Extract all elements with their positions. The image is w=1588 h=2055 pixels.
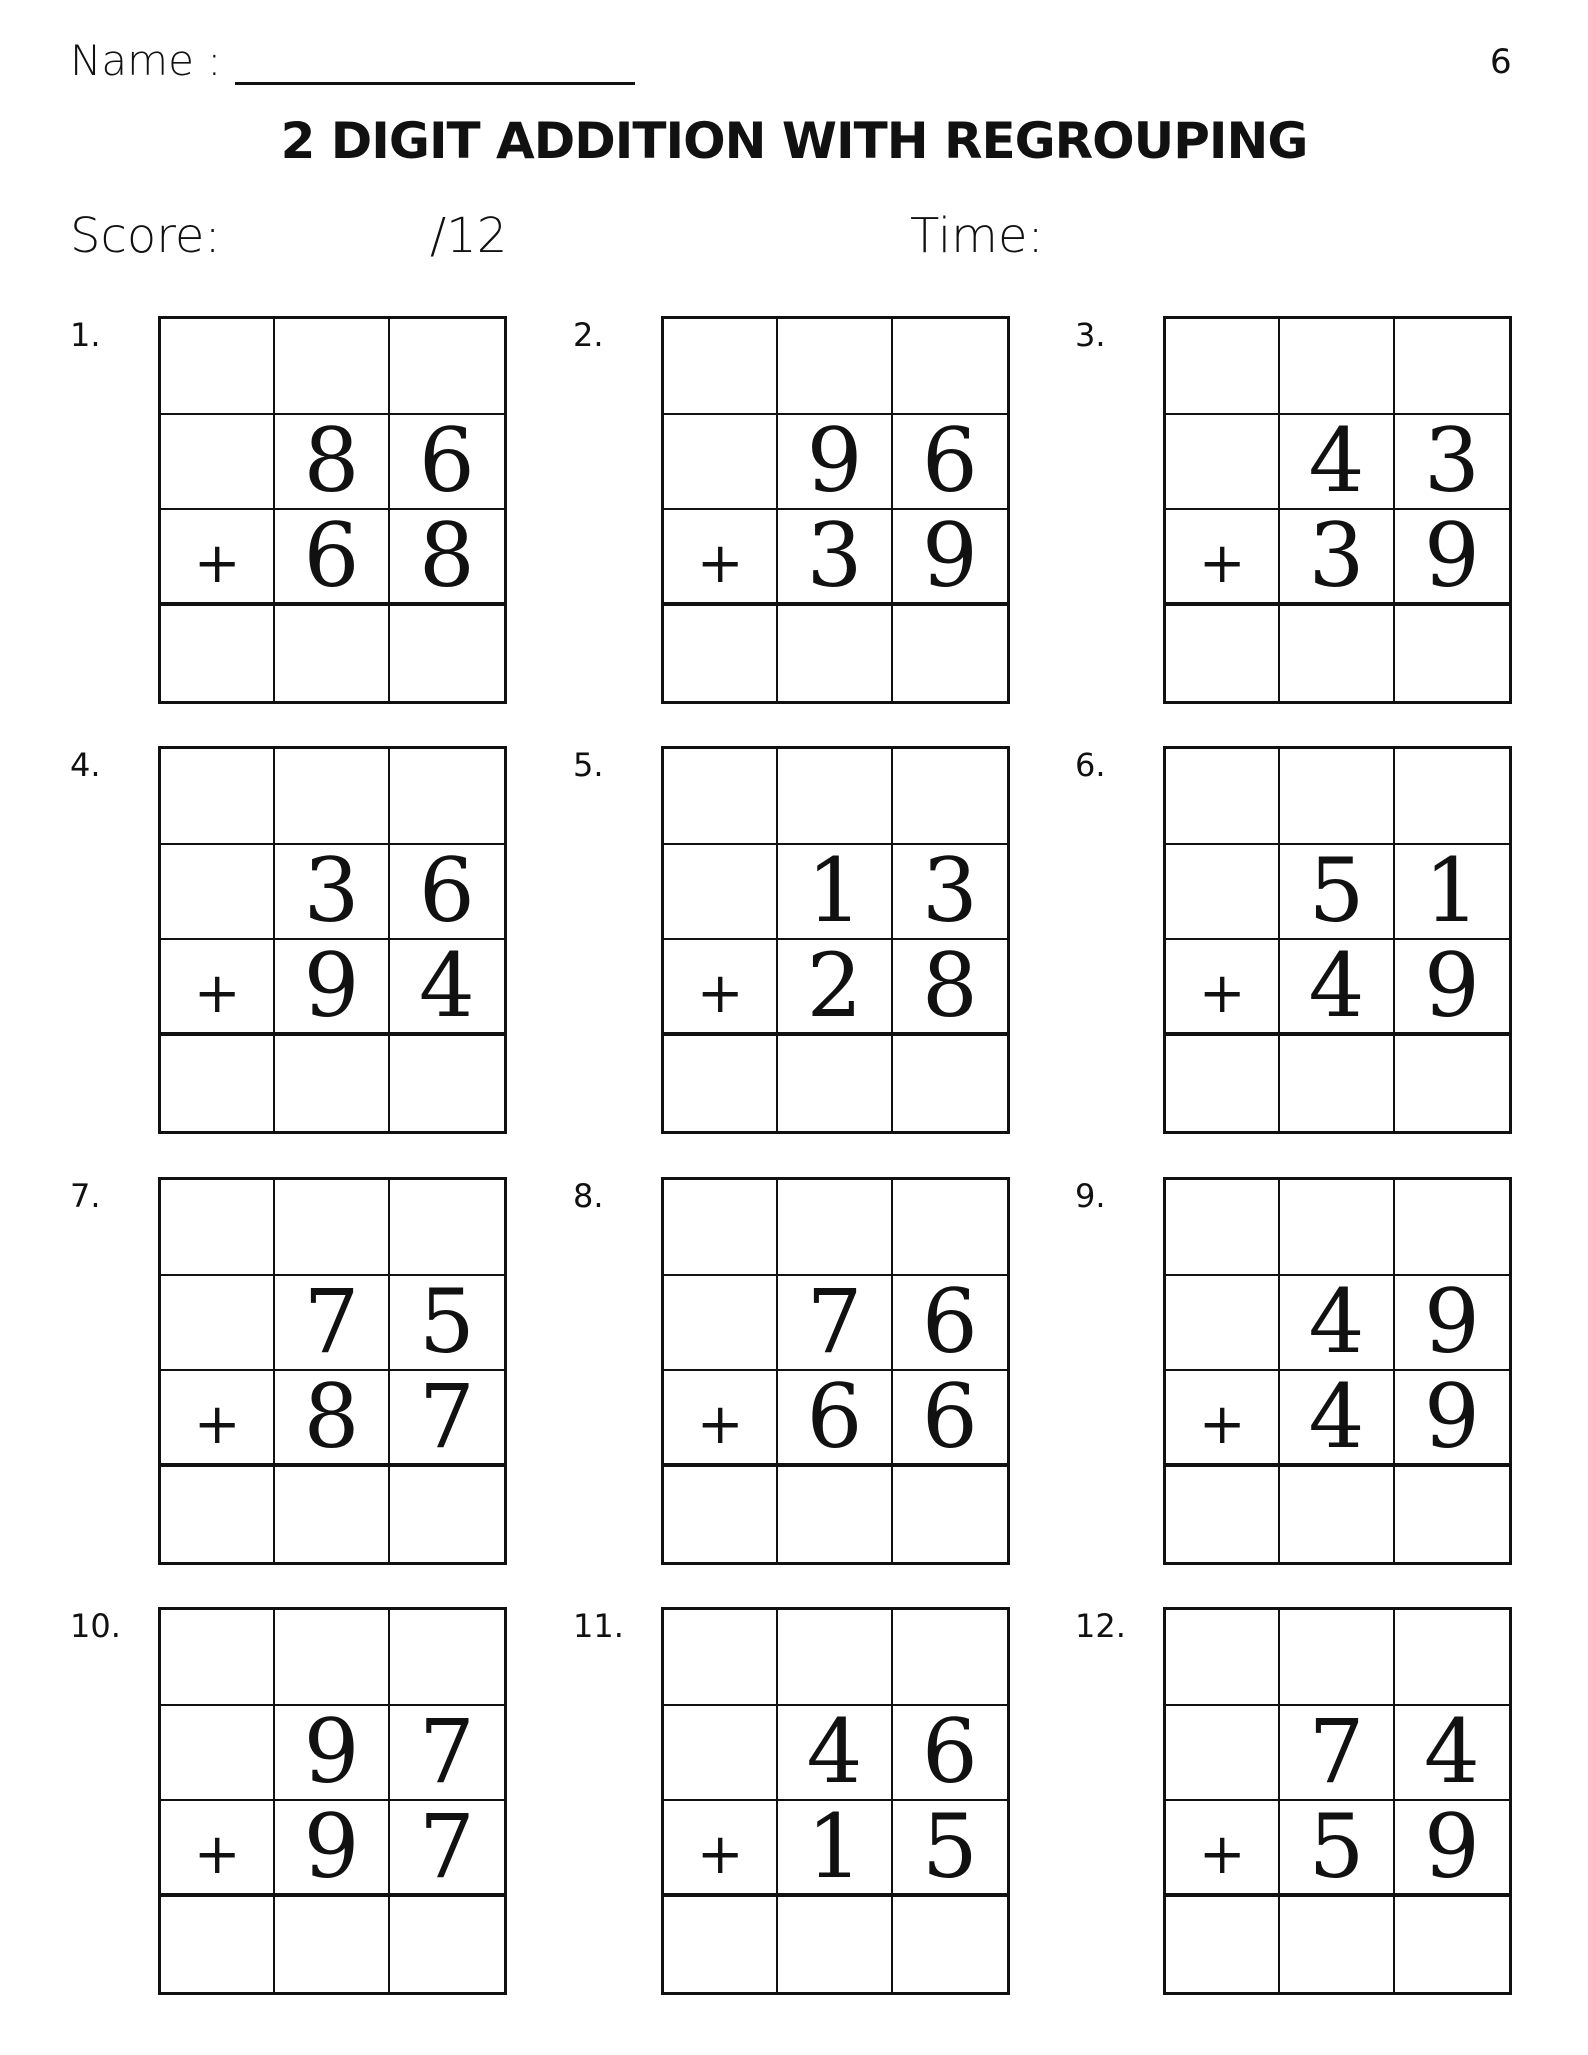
plus-sign: + <box>161 940 275 1036</box>
plus-sign: + <box>161 1371 275 1467</box>
problem-number: 12. <box>1075 1607 1126 1645</box>
carry-cell[interactable] <box>390 749 504 845</box>
carry-cell[interactable] <box>778 1180 892 1276</box>
bottom-digit: 8 <box>893 940 1007 1036</box>
answer-cell[interactable] <box>275 1036 389 1132</box>
plus-sign: + <box>664 1801 778 1897</box>
carry-cell[interactable] <box>893 1180 1007 1276</box>
bottom-digit: 6 <box>778 1371 892 1467</box>
empty-cell <box>1166 1276 1280 1372</box>
bottom-digit: 8 <box>275 1371 389 1467</box>
answer-cell[interactable] <box>1280 1036 1394 1132</box>
bottom-digit: 9 <box>275 940 389 1036</box>
carry-cell[interactable] <box>1280 1180 1394 1276</box>
top-digit: 4 <box>1280 415 1394 511</box>
score-label: Score: <box>70 208 221 264</box>
plus-sign: + <box>664 1371 778 1467</box>
answer-cell[interactable] <box>275 1467 389 1563</box>
addition-grid <box>661 746 1010 1134</box>
bottom-digit: 7 <box>390 1371 504 1467</box>
top-digit: 4 <box>1280 1276 1394 1372</box>
bottom-digit: 9 <box>1395 510 1509 606</box>
problem-10 <box>70 1607 590 2007</box>
carry-cell[interactable] <box>778 319 892 415</box>
carry-cell[interactable] <box>1280 1610 1394 1706</box>
carry-cell[interactable] <box>1395 749 1509 845</box>
addition-grid <box>158 1607 507 1995</box>
problem-number: 7. <box>70 1177 101 1215</box>
empty-cell <box>161 845 275 941</box>
bottom-digit: 9 <box>1395 940 1509 1036</box>
empty-cell <box>664 845 778 941</box>
top-digit: 7 <box>1280 1706 1394 1802</box>
top-digit: 9 <box>1395 1276 1509 1372</box>
score-total: /12 <box>430 208 508 264</box>
carry-cell[interactable] <box>1280 749 1394 845</box>
carry-cell[interactable] <box>1395 319 1509 415</box>
carry-cell[interactable] <box>893 1610 1007 1706</box>
carry-cell[interactable] <box>275 1180 389 1276</box>
empty-cell <box>1166 415 1280 511</box>
top-digit: 4 <box>778 1706 892 1802</box>
top-digit: 6 <box>390 845 504 941</box>
addition-grid <box>1163 316 1512 704</box>
top-digit: 6 <box>893 415 1007 511</box>
plus-sign: + <box>161 510 275 606</box>
top-digit: 7 <box>778 1276 892 1372</box>
answer-cell[interactable] <box>664 1897 778 1993</box>
carry-cell[interactable] <box>664 749 778 845</box>
plus-sign: + <box>664 940 778 1036</box>
carry-cell[interactable] <box>893 749 1007 845</box>
answer-cell[interactable] <box>1166 1467 1280 1563</box>
carry-cell[interactable] <box>161 319 275 415</box>
problem-number: 4. <box>70 746 101 784</box>
addition-grid <box>661 1607 1010 1995</box>
answer-cell[interactable] <box>1280 1467 1394 1563</box>
problem-5 <box>573 746 1093 1146</box>
carry-cell[interactable] <box>893 319 1007 415</box>
carry-cell[interactable] <box>778 1610 892 1706</box>
bottom-digit: 9 <box>1395 1801 1509 1897</box>
answer-cell[interactable] <box>161 1897 275 1993</box>
top-digit: 7 <box>275 1276 389 1372</box>
top-digit: 8 <box>275 415 389 511</box>
addition-grid <box>158 316 507 704</box>
bottom-digit: 8 <box>390 510 504 606</box>
empty-cell <box>161 1706 275 1802</box>
answer-cell[interactable] <box>390 1036 504 1132</box>
top-digit: 6 <box>893 1276 1007 1372</box>
plus-sign: + <box>1166 1371 1280 1467</box>
carry-cell[interactable] <box>1166 1180 1280 1276</box>
carry-cell[interactable] <box>275 1610 389 1706</box>
carry-cell[interactable] <box>1166 319 1280 415</box>
carry-cell[interactable] <box>664 1180 778 1276</box>
carry-cell[interactable] <box>664 1610 778 1706</box>
bottom-digit: 9 <box>275 1801 389 1897</box>
worksheet-title: 2 DIGIT ADDITION WITH REGROUPING <box>280 112 1308 170</box>
addition-grid <box>1163 1177 1512 1565</box>
answer-cell[interactable] <box>1166 1036 1280 1132</box>
answer-cell[interactable] <box>1166 606 1280 702</box>
time-label: Time: <box>910 208 1044 264</box>
answer-cell[interactable] <box>664 1467 778 1563</box>
answer-cell[interactable] <box>1166 1897 1280 1993</box>
answer-cell[interactable] <box>161 1467 275 1563</box>
bottom-digit: 9 <box>1395 1371 1509 1467</box>
problem-8 <box>573 1177 1093 1577</box>
problem-2 <box>573 316 1093 716</box>
top-digit: 3 <box>1395 415 1509 511</box>
plus-sign: + <box>664 510 778 606</box>
answer-cell[interactable] <box>1395 606 1509 702</box>
name-row <box>70 36 635 85</box>
page-number: 6 <box>1490 42 1512 82</box>
carry-cell[interactable] <box>1280 319 1394 415</box>
top-digit: 7 <box>390 1706 504 1802</box>
bottom-digit: 1 <box>778 1801 892 1897</box>
answer-cell[interactable] <box>778 606 892 702</box>
problem-number: 8. <box>573 1177 604 1215</box>
bottom-digit: 7 <box>390 1801 504 1897</box>
carry-cell[interactable] <box>1395 1610 1509 1706</box>
addition-grid <box>1163 1607 1512 1995</box>
top-digit: 3 <box>893 845 1007 941</box>
answer-cell[interactable] <box>778 1467 892 1563</box>
carry-cell[interactable] <box>275 319 389 415</box>
carry-cell[interactable] <box>161 1610 275 1706</box>
bottom-digit: 3 <box>778 510 892 606</box>
addition-grid <box>158 1177 507 1565</box>
answer-cell[interactable] <box>1280 1897 1394 1993</box>
answer-cell[interactable] <box>778 1897 892 1993</box>
carry-cell[interactable] <box>778 749 892 845</box>
addition-grid <box>661 1177 1010 1565</box>
problem-6 <box>1075 746 1588 1146</box>
carry-cell[interactable] <box>390 319 504 415</box>
bottom-digit: 5 <box>893 1801 1007 1897</box>
problem-1 <box>70 316 590 716</box>
problem-4 <box>70 746 590 1146</box>
top-digit: 4 <box>1395 1706 1509 1802</box>
empty-cell <box>664 1706 778 1802</box>
bottom-digit: 2 <box>778 940 892 1036</box>
carry-cell[interactable] <box>161 1180 275 1276</box>
bottom-digit: 6 <box>893 1371 1007 1467</box>
carry-cell[interactable] <box>275 749 389 845</box>
plus-sign: + <box>1166 940 1280 1036</box>
top-digit: 5 <box>1280 845 1394 941</box>
empty-cell <box>161 415 275 511</box>
top-digit: 1 <box>1395 845 1509 941</box>
answer-cell[interactable] <box>893 1467 1007 1563</box>
answer-cell[interactable] <box>1395 1036 1509 1132</box>
answer-cell[interactable] <box>390 1897 504 1993</box>
plus-sign: + <box>161 1801 275 1897</box>
carry-cell[interactable] <box>390 1610 504 1706</box>
top-digit: 9 <box>778 415 892 511</box>
bottom-digit: 3 <box>1280 510 1394 606</box>
problem-number: 5. <box>573 746 604 784</box>
addition-grid <box>661 316 1010 704</box>
empty-cell <box>664 415 778 511</box>
answer-cell[interactable] <box>664 1036 778 1132</box>
carry-cell[interactable] <box>1395 1180 1509 1276</box>
problem-number: 3. <box>1075 316 1106 354</box>
answer-cell[interactable] <box>893 1036 1007 1132</box>
problem-number: 2. <box>573 316 604 354</box>
answer-cell[interactable] <box>1395 1897 1509 1993</box>
top-digit: 5 <box>390 1276 504 1372</box>
carry-cell[interactable] <box>1166 749 1280 845</box>
bottom-digit: 6 <box>275 510 389 606</box>
problem-11 <box>573 1607 1093 2007</box>
answer-cell[interactable] <box>161 1036 275 1132</box>
carry-cell[interactable] <box>1166 1610 1280 1706</box>
answer-cell[interactable] <box>664 606 778 702</box>
answer-cell[interactable] <box>893 1897 1007 1993</box>
problem-number: 6. <box>1075 746 1106 784</box>
bottom-digit: 4 <box>1280 1371 1394 1467</box>
top-digit: 1 <box>778 845 892 941</box>
empty-cell <box>1166 1706 1280 1802</box>
carry-cell[interactable] <box>664 319 778 415</box>
plus-sign: + <box>1166 1801 1280 1897</box>
problem-7 <box>70 1177 590 1577</box>
problem-number: 9. <box>1075 1177 1106 1215</box>
bottom-digit: 5 <box>1280 1801 1394 1897</box>
answer-cell[interactable] <box>778 1036 892 1132</box>
name-field-line[interactable] <box>235 38 635 85</box>
carry-cell[interactable] <box>390 1180 504 1276</box>
addition-grid <box>158 746 507 1134</box>
name-label: Name : <box>70 36 222 85</box>
bottom-digit: 4 <box>390 940 504 1036</box>
answer-cell[interactable] <box>161 606 275 702</box>
empty-cell <box>664 1276 778 1372</box>
problem-12 <box>1075 1607 1588 2007</box>
answer-cell[interactable] <box>390 606 504 702</box>
empty-cell <box>161 1276 275 1372</box>
answer-cell[interactable] <box>893 606 1007 702</box>
top-digit: 6 <box>390 415 504 511</box>
answer-cell[interactable] <box>390 1467 504 1563</box>
bottom-digit: 4 <box>1280 940 1394 1036</box>
bottom-digit: 9 <box>893 510 1007 606</box>
top-digit: 3 <box>275 845 389 941</box>
answer-cell[interactable] <box>275 1897 389 1993</box>
problem-number: 1. <box>70 316 101 354</box>
problem-number: 11. <box>573 1607 624 1645</box>
answer-cell[interactable] <box>1395 1467 1509 1563</box>
empty-cell <box>1166 845 1280 941</box>
top-digit: 9 <box>275 1706 389 1802</box>
answer-cell[interactable] <box>1280 606 1394 702</box>
answer-cell[interactable] <box>275 606 389 702</box>
problem-9 <box>1075 1177 1588 1577</box>
top-digit: 6 <box>893 1706 1007 1802</box>
plus-sign: + <box>1166 510 1280 606</box>
addition-grid <box>1163 746 1512 1134</box>
carry-cell[interactable] <box>161 749 275 845</box>
problem-3 <box>1075 316 1588 716</box>
problem-number: 10. <box>70 1607 121 1645</box>
